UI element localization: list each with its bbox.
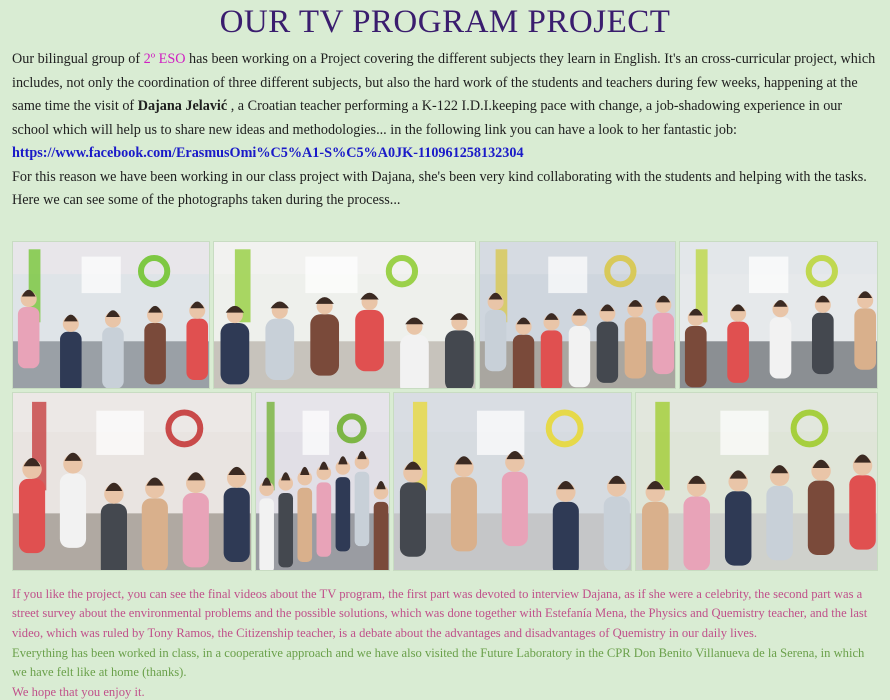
outro-paragraph <box>12 585 878 700</box>
intro-text-4: For this reason we have been working in our class project with Dajana, she's been very kind collaborating with the students and helping with the tasks. Here we can see some of the photographs taken during the process... <box>12 168 867 208</box>
intro-paragraph <box>12 48 878 213</box>
photo-gallery <box>12 241 878 571</box>
eso-highlight: 2º ESO <box>143 51 186 67</box>
photo-laptop-teacher[interactable] <box>635 392 878 571</box>
photo-laptop-work[interactable] <box>393 392 632 571</box>
facebook-link[interactable]: https://www.facebook.com/ErasmusOmi%C5%A1-S%C5%A0JK-110961258132304 <box>12 145 524 161</box>
photo-students-circle-image <box>13 242 209 388</box>
photo-students-seated-image <box>256 393 389 570</box>
outro-text-1: If you like the project, you can see the final videos about the TV program, the first part was devoted to interview Dajana, as if she were a celebrity, the second part was a street survey about the environmental problems and the possible solutions, which was done together with Estefanía Mena, the Physics and Quemistry teacher, and the last video, which was ruled by Tony Ramos, the Citizenship teacher, is a debate about the advantages and disadvantages of Quemistry in our daily lives. <box>12 586 868 640</box>
teacher-name: Dajana Jelavić <box>137 98 228 114</box>
photo-group-portrait[interactable] <box>479 241 676 389</box>
photo-group-at-table[interactable] <box>213 241 476 389</box>
photo-classroom-wide-image <box>680 242 877 388</box>
outro-text-3: We hope that you enjoy it. <box>12 685 145 700</box>
photo-laptop-teacher-image <box>636 393 877 570</box>
photo-group-portrait-image <box>480 242 675 388</box>
photo-classroom-wide[interactable] <box>679 241 878 389</box>
photo-students-seated[interactable] <box>255 392 390 571</box>
photo-students-circle[interactable] <box>12 241 210 389</box>
outro-text-2: Everything has been worked in class, in a cooperative approach and we have also visited the Future Laboratory in the CPR Don Benito Villanueva de la Serena, in which we have felt like at home (thanks). <box>12 645 865 680</box>
intro-text-3: , a Croatian teacher performing a K-122 I.D.I.keeping pace with change, a job-shadowing experience in our school which will help us to share new ideas and methodologies... in the following link you can have a look to her fantastic job: <box>12 98 843 138</box>
photo-group-at-table-image <box>214 242 475 388</box>
photo-laptop-work-image <box>394 393 631 570</box>
photo-teacher-presenting[interactable] <box>12 392 252 571</box>
intro-text-2: has been working on a Project covering the different subjects they learn in English. It's an cross-curricular project, which includes, not only the coordination of three different subjects, but also the hard work of the students and teachers during few weeks, happening at the same time the visit of <box>12 51 876 114</box>
photo-teacher-presenting-image <box>13 393 251 570</box>
intro-text-1: Our bilingual group of <box>12 51 144 67</box>
page-title: OUR TV PROGRAM PROJECT <box>219 4 671 40</box>
